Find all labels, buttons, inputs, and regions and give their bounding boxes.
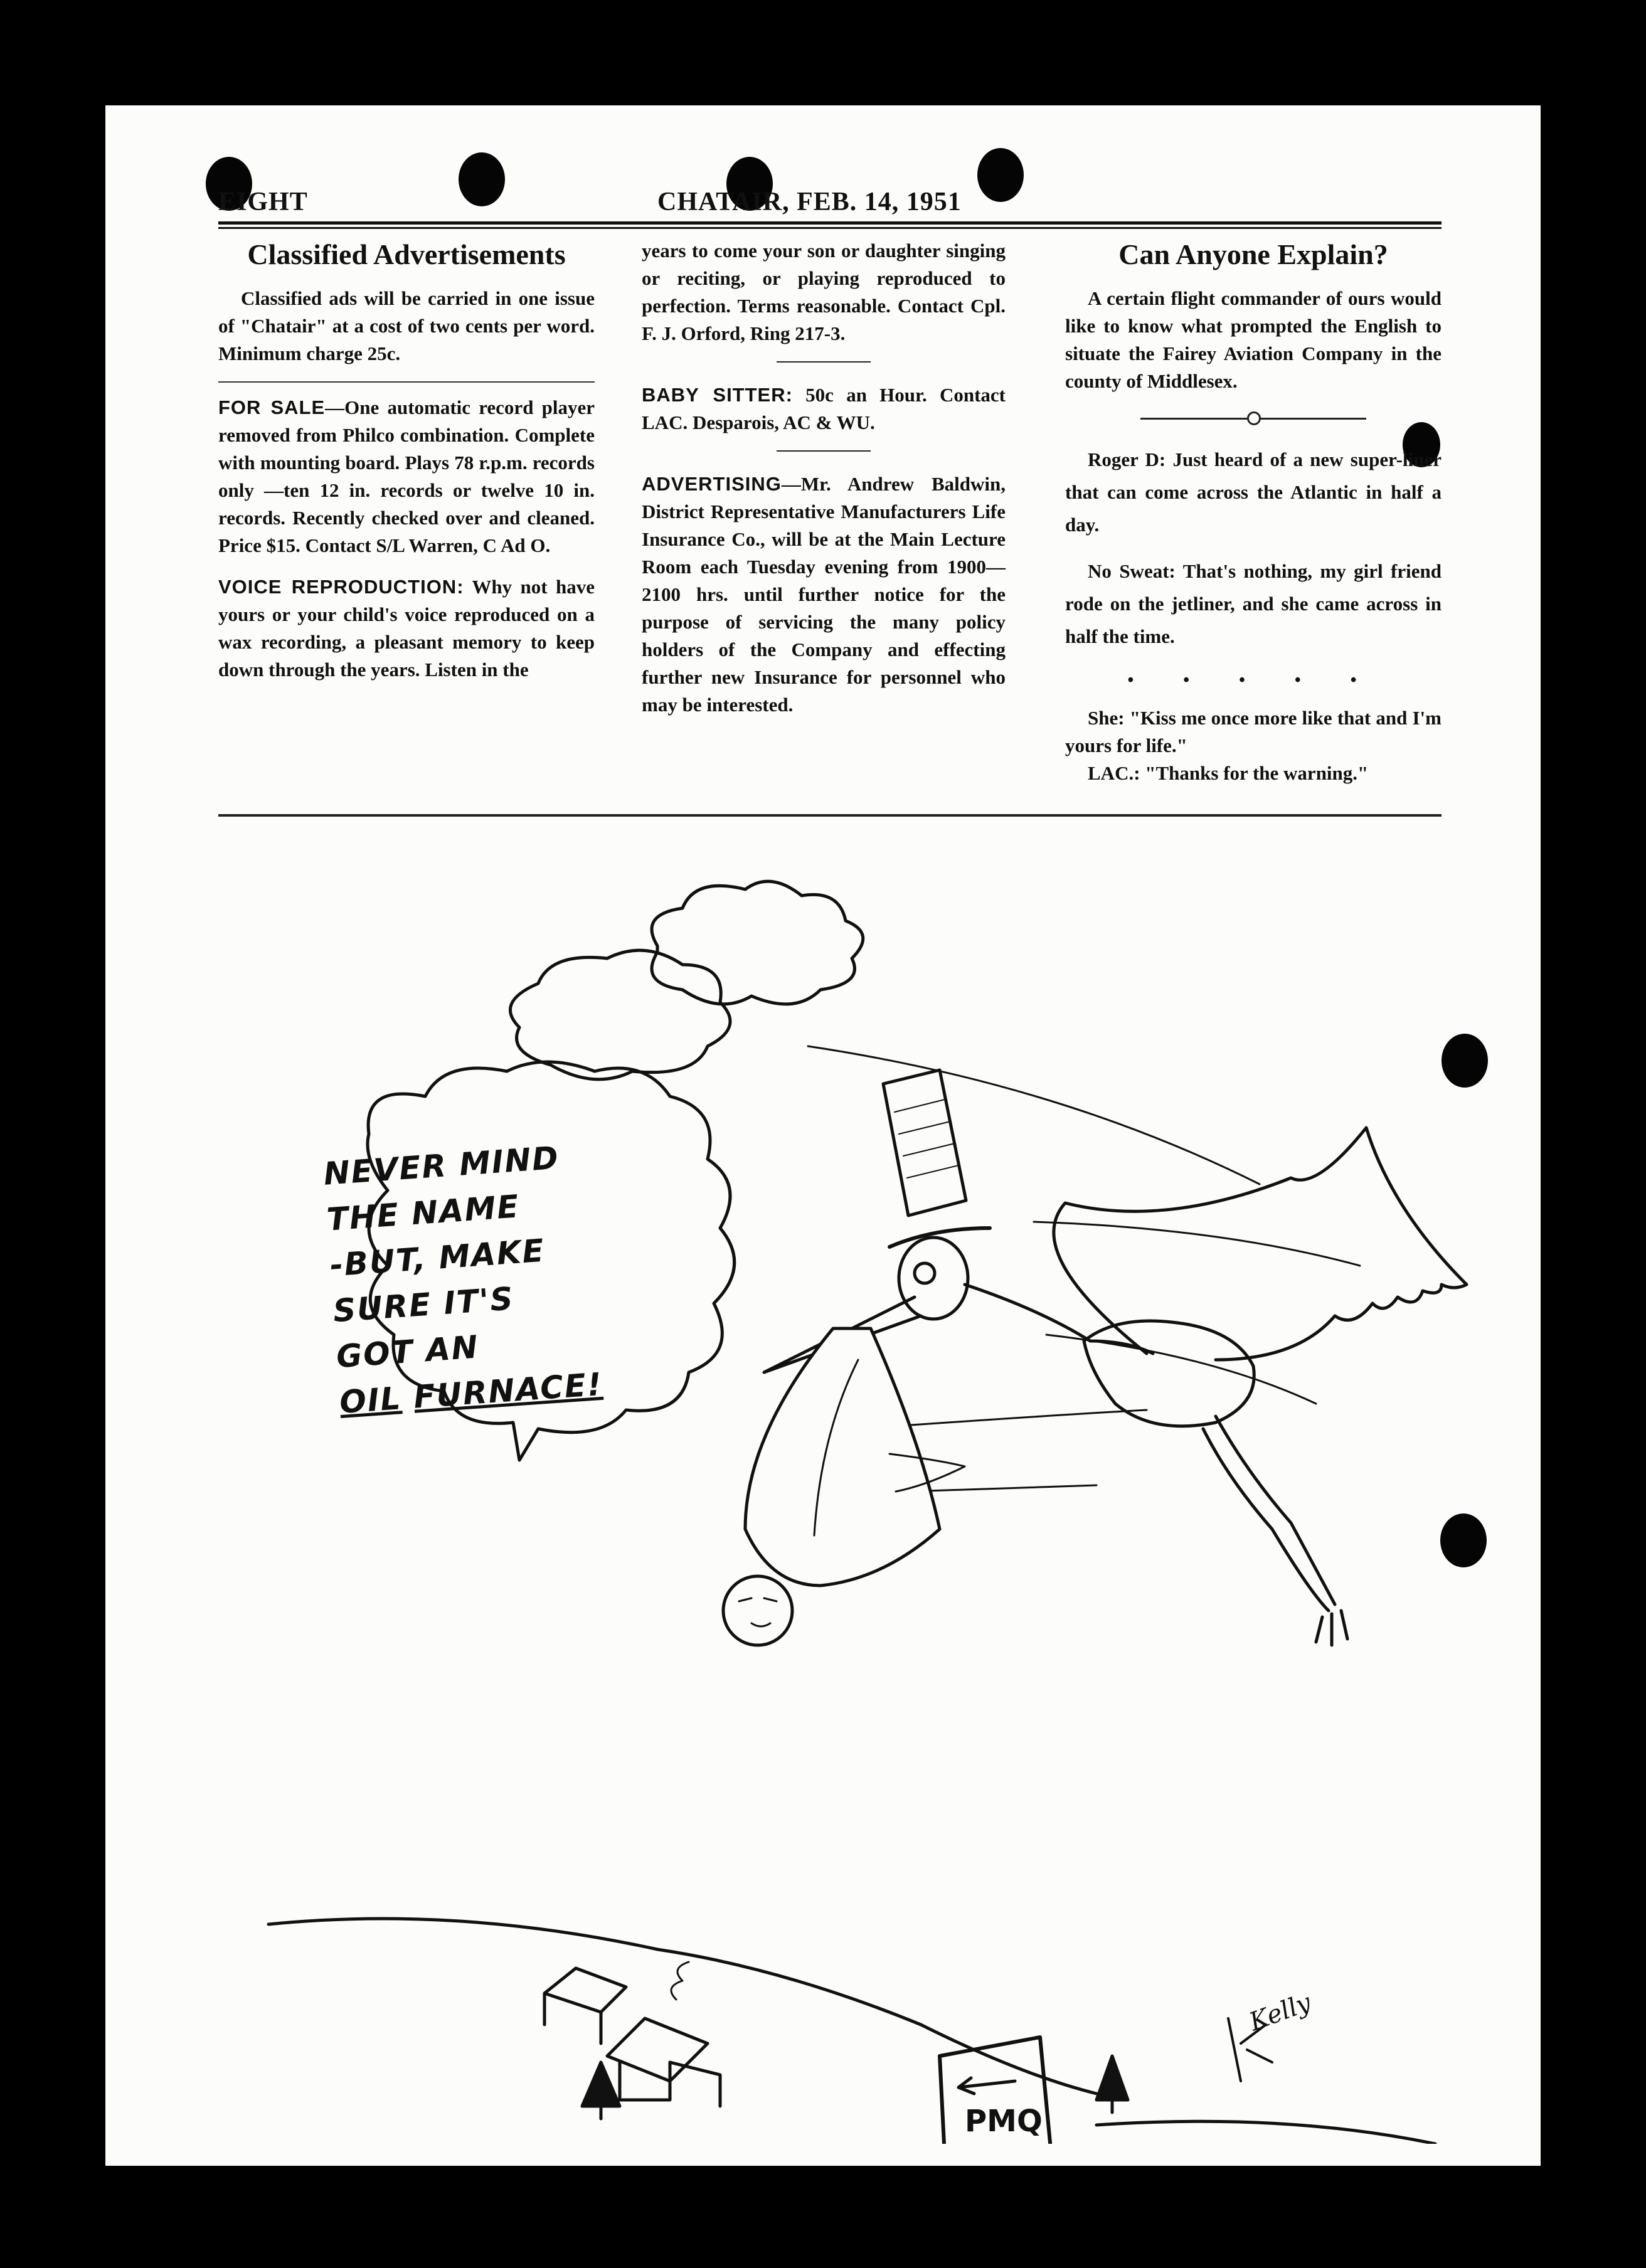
explain-text: A certain flight commander of ours would like to know what prompted the English to situate the Fairey Aviation Company in the county of Middlesex. xyxy=(1065,287,1442,392)
speed-line xyxy=(908,1485,1096,1492)
speech-line: -BUT, MAKE xyxy=(329,1232,546,1284)
top-hat xyxy=(883,1070,966,1216)
ad-text: —One automatic record player removed from Philco combination. Complete with mounting board. Plays 78 r.p.m. records only —ten 12 in. records or twelve 10 in. records. Recently checked over and cleaned. Price $15. Contact S/L Warren, C Ad O. xyxy=(218,396,595,556)
stork-foot xyxy=(1316,1611,1347,1645)
tree xyxy=(1096,2056,1128,2112)
ad-label: BABY SITTER: xyxy=(642,384,793,406)
house xyxy=(607,2018,720,2106)
underlined-word: FURNACE! xyxy=(412,1365,604,1416)
punch-hole xyxy=(977,148,1024,202)
speech-line: GOT AN xyxy=(335,1328,481,1375)
explain-heading: Can Anyone Explain? xyxy=(1118,238,1388,270)
cloud xyxy=(652,881,863,1004)
section-rule xyxy=(218,814,1442,817)
ground-line xyxy=(1096,2121,1435,2144)
speech-line: THE NAME xyxy=(325,1188,521,1238)
joke-lac: LAC.: "Thanks for the warning." xyxy=(1088,762,1369,784)
ad-for-sale xyxy=(218,394,595,559)
ad-voice-reproduction xyxy=(218,573,595,684)
sign-text: PMQ xyxy=(965,2104,1043,2139)
ad-baby-sitter xyxy=(642,381,1006,437)
stork-leg xyxy=(1216,1416,1335,1604)
joke-roger: Roger D: Just heard of a new super-liner that can come across the Atlantic in half a day. xyxy=(1065,448,1442,536)
ad-label: ADVERTISING xyxy=(642,473,782,495)
underlined-word: OIL xyxy=(338,1380,403,1421)
stork-leg xyxy=(1203,1429,1329,1611)
speech-text xyxy=(322,1127,691,1426)
dot-separator: • • • • • xyxy=(1127,670,1379,690)
joke-no-sweat: No Sweat: That's nothing, my girl friend rode on the jetliner, and she came across in half the time. xyxy=(1065,560,1442,647)
column-middle xyxy=(642,237,1006,733)
arrow-icon xyxy=(958,2078,1015,2094)
masthead-title: CHATAIR, FEB. 14, 1951 xyxy=(657,188,962,216)
classified-intro: Classified ads will be carried in one issue of "Chatair" at a cost of two cents per word. Minimum charge 25c. xyxy=(218,287,595,364)
divider xyxy=(777,450,871,452)
cloud xyxy=(510,950,730,1079)
tree xyxy=(582,2062,620,2119)
joke-she: She: "Kiss me once more like that and I'm yours for life." xyxy=(1065,707,1442,756)
stork-body xyxy=(1084,1321,1254,1426)
speed-line xyxy=(808,1046,1260,1184)
column-explain xyxy=(1065,237,1442,801)
artist-signature: Kelly xyxy=(1245,1988,1315,2037)
divider xyxy=(218,381,595,383)
speech-line: NEVER MIND xyxy=(322,1139,561,1192)
ad-label: VOICE REPRODUCTION: xyxy=(218,576,464,598)
ad-text: 50c an Hour. Contact LAC. Desparois, AC & WU. xyxy=(642,384,1006,433)
column-classified xyxy=(218,237,595,697)
ad-voice-continued: years to come your son or daughter singing or reciting, or playing reproduced to perfection. Terms reasonable. Contact Cpl. F. J. Orford, Ring 217-3. xyxy=(642,240,1006,344)
speed-line xyxy=(1046,1335,1316,1404)
page-number: EIGHT xyxy=(218,188,308,216)
house xyxy=(544,1968,626,2043)
punch-hole xyxy=(459,152,505,206)
ad-text: Why not have yours or your child's voice reproduced on a wax recording, a pleasant memory to keep down through the years. Listen in the xyxy=(218,576,595,681)
speech-line: SURE IT'S xyxy=(332,1280,516,1330)
speed-line xyxy=(1034,1222,1360,1266)
ad-advertising xyxy=(642,470,1006,719)
baby-head xyxy=(723,1576,792,1645)
classified-heading: Classified Advertisements xyxy=(247,238,566,270)
header-rule xyxy=(218,221,1442,229)
ad-label: FOR SALE xyxy=(218,396,326,418)
newspaper-page xyxy=(105,105,1541,2166)
ornament-divider xyxy=(1140,418,1366,438)
stork-neck xyxy=(965,1285,1153,1354)
divider xyxy=(777,361,871,363)
ad-text: —Mr. Andrew Baldwin, District Representative Manufacturers Life Insurance Co., will be at the Main Lecture Room each Tuesday evening from 1900—2100 hrs. until further notice for the purpose of servicing the many policy holders of the Company and effecting further new Insurance for personnel who may be interested. xyxy=(642,473,1006,716)
stork-cartoon xyxy=(105,827,1541,2144)
